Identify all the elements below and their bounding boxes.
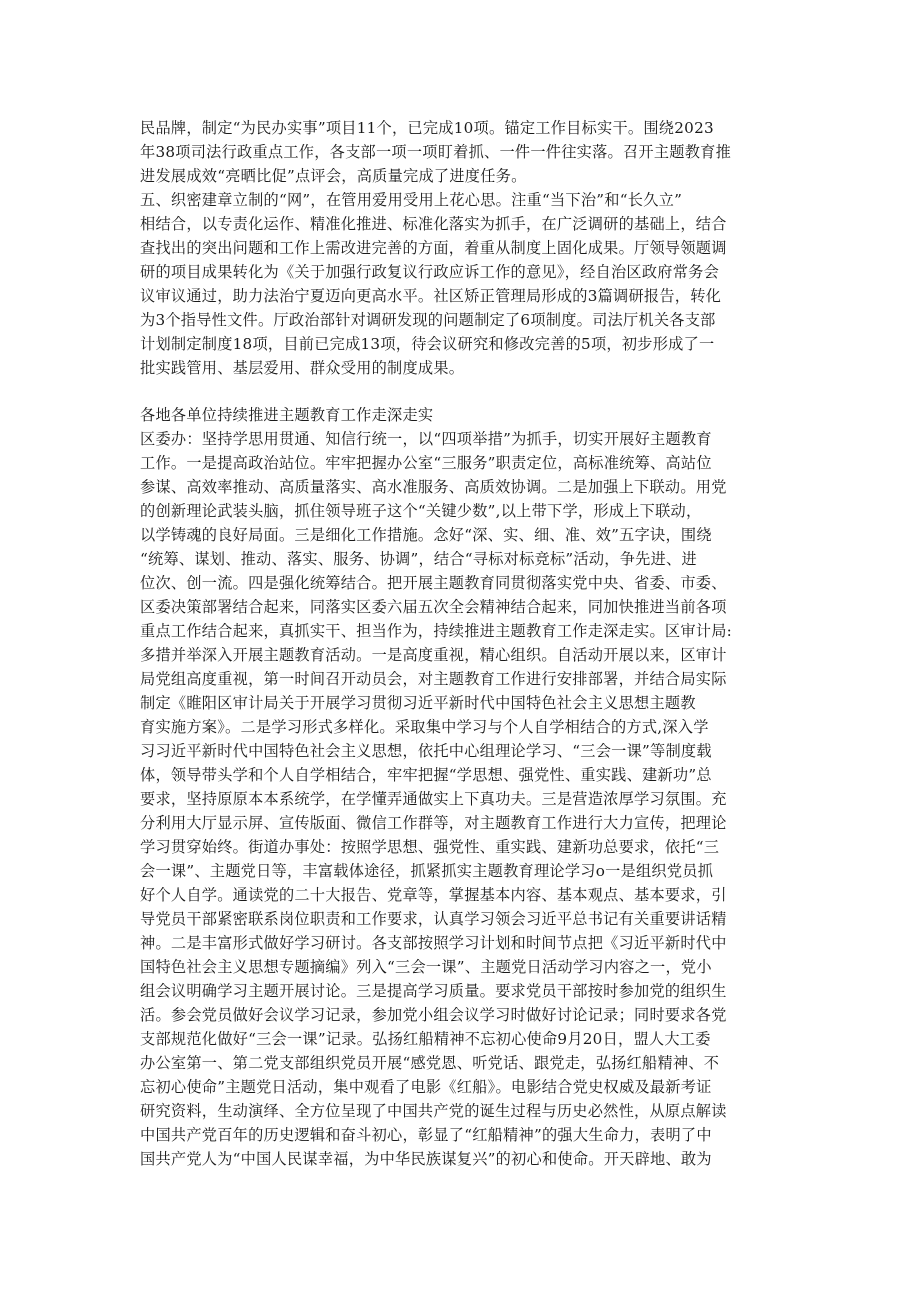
text-line: 相结合，以专责化运作、精准化推进、标准化落实为抓手，在广泛调研的基础上，结合 [140, 215, 727, 233]
text-line: 中国共产党百年的历史逻辑和奋斗初心，彰显了“红船精神”的强大生命力，表明了中 [140, 1126, 712, 1144]
text-line: 要求，坚持原原本本系统学，在学懂弄通做实上下真功夫。三是营造浓厚学习氛围。充 [140, 790, 727, 808]
text-line: 重点工作结合起来，真抓实干、担当作为，持续推进主题教育工作走深走实。区审计局: [140, 622, 732, 640]
text-line: 分利用大厅显示屏、宣传版面、微信工作群等，对主题教育工作进行大力宣传，把理论 [140, 814, 727, 832]
text-line: 制定《睢阳区审计局关于开展学习贯彻习近平新时代中国特色社会主义思想主题教 [140, 694, 696, 712]
text-line: 国特色社会主义思想专题摘编》列入“三会一课”、主题党日活动学习内容之一，党小 [140, 958, 712, 976]
text-line: 年38项司法行政重点工作，各支部一项一项盯着抓、一件一件往实落。召开主题教育推 [140, 143, 732, 161]
text-line: 国共产党人为“中国人民谋幸福，为中华民族谋复兴”的初心和使命。开天辟地、敢为 [140, 1150, 712, 1168]
text-line: 神。二是丰富形式做好学习研讨。各支部按照学习计划和时间节点把《习近平新时代中 [140, 934, 727, 952]
text-line: 查找出的突出问题和工作上需改进完善的方面，着重从制度上固化成果。厅领导领题调 [140, 239, 727, 257]
text-line: 忘初心使命”主题党日活动，集中观看了电影《红船》。电影结合党史权威及最新考证 [140, 1078, 712, 1096]
text-line: 研究资料，生动演绎、全方位呈现了中国共产党的诞生过程与历史必然性，从原点解读 [140, 1102, 727, 1120]
text-line: 学习贯穿始终。街道办事处：按照学思想、强党性、重实践、建新功总要求，依托“三 [140, 838, 720, 856]
text-line: 议审议通过，助力法治宁夏迈向更高水平。社区矫正管理局形成的3篇调研报告，转化 [140, 287, 722, 305]
text-line: 办公室第一、第二党支部组织党员开展“感党恩、听党话、跟党走，弘扬红船精神、不 [140, 1054, 720, 1072]
text-line: 导党员干部紧密联系岗位职责和工作要求，认真学习领会习近平总书记有关重要讲话精 [140, 910, 727, 928]
text-line: 组会议明确学习主题开展讨论。三是提高学习质量。要求党员干部按时参加党的组织生 [140, 982, 727, 1000]
text-line: 习习近平新时代中国特色社会主义思想，依托中心组理论学习、“三会一课”等制度载 [140, 742, 712, 760]
section-block [140, 403, 780, 1171]
text-line: 活。参会党员做好会议学习记录，参加党小组会议学习时做好讨论记录；同时要求各党 [140, 1006, 727, 1024]
text-line: 好个人自学。通读党的二十大报告、党章等，掌握基本内容、基本观点、基本要求，引 [140, 886, 727, 904]
text-line: 的创新理论武装头脑，抓住领导班子这个“关键少数”,以上带下学，形成上下联动， [140, 502, 702, 520]
text-line: 以学铸魂的良好局面。三是细化工作措施。念好“深、实、细、准、效”五字诀，围绕 [140, 526, 712, 544]
text-line: 多措并举深入开展主题教育活动。一是高度重视，精心组织。自活动开展以来，区审计 [140, 646, 727, 664]
text-line: 计划制定制度18项，目前已完成13项，待会议研究和修改完善的5项，初步形成了一 [140, 335, 715, 353]
text-line: 为3个指导性文件。厅政治部针对调研发现的问题制定了6项制度。司法厅机关各支部 [140, 311, 716, 329]
text-line: 位次、创一流。四是强化统筹结合。把开展主题教育同贯彻落实党中央、省委、市委、 [140, 574, 727, 592]
continued-paragraphs [140, 116, 780, 380]
text-line: 育实施方案》。二是学习形式多样化。采取集中学习与个人自学相结合的方式,深入学 [140, 718, 709, 736]
text-line: 区委决策部署结合起来，同落实区委六届五次全会精神结合起来，同加快推进当前各项 [140, 598, 727, 616]
text-line: 工作。一是提高政治站位。牢牢把握办公室“三服务”职责定位，高标准统筹、高站位 [140, 454, 712, 472]
text-line: 民品牌，制定“为民办实事”项目11个，已完成10项。锚定工作目标实干。围绕2023 [140, 119, 714, 137]
text-line: 体，领导带头学和个人自学相结合，牢牢把握“学思想、强党性、重实践、建新功”总 [140, 766, 712, 784]
text-line: 研的项目成果转化为《关于加强行政复议行政应诉工作的意见》，经自治区政府常务会 [140, 263, 720, 281]
section-heading: 各地各单位持续推进主题教育工作走深走实 [140, 406, 434, 424]
text-line: 五、织密建章立制的“网”，在管用爱用受用上花心思。注重“当下治”和“长久立” [140, 191, 683, 209]
text-line: “统筹、谋划、推动、落实、服务、协调”，结合“寻标对标竞标”活动，争先进、进 [140, 550, 697, 568]
text-line: 局党组高度重视，第一时间召开动员会，对主题教育工作进行安排部署，并结合局实际 [140, 670, 727, 688]
text-line: 进发展成效“亮晒比促”点评会，高质量完成了进度任务。 [140, 167, 527, 185]
text-line: 参谋、高效率推动、高质量落实、高水准服务、高质效协调。二是加强上下联动。用党 [140, 478, 727, 496]
text-line: 批实践管用、基层爱用、群众受用的制度成果。 [140, 359, 465, 377]
text-line: 支部规范化做好“三会一课”记录。弘扬红船精神不忘初心使命9月20日，盟人大工委 [140, 1030, 711, 1048]
text-line: 会一课”、主题党日等，丰富载体途径，抓紧抓实主题教育理论学习o一是组织党员抓 [140, 862, 714, 880]
text-line: 区委办：坚持学思用贯通、知信行统一，以“四项举措”为抓手，切实开展好主题教育 [140, 430, 712, 448]
